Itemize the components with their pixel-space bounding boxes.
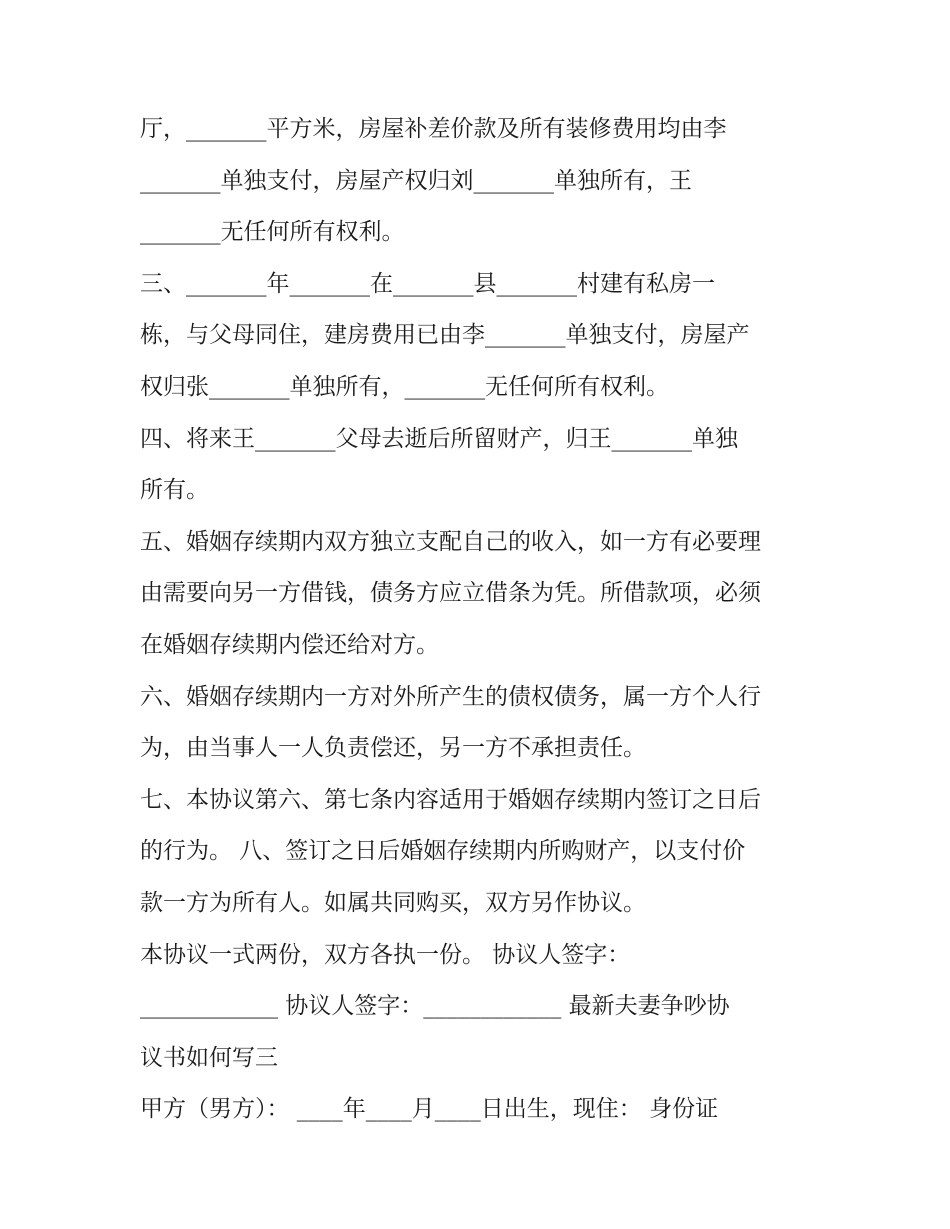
- text-line: 款一方为所有人。如属共同购买，双方另作协议。: [140, 889, 646, 916]
- text-line: ____________ 协议人签字：____________ 最新夫妻争吵协: [140, 993, 730, 1020]
- text-line: 由需要向另一方借钱，债务方应立借条为凭。所借款项，必须: [140, 580, 761, 607]
- document-body: [140, 104, 820, 1136]
- text-line: _______无任何所有权利。: [140, 219, 405, 246]
- text-line: 议书如何写三: [140, 1044, 278, 1071]
- text-line: 三、_______年_______在_______县_______村建有私房一: [140, 270, 715, 297]
- text-line: 为，由当事人一人负责偿还，另一方不承担责任。: [140, 735, 646, 762]
- text-line: 的行为。 八、签订之日后婚姻存续期内所购财产，以支付价: [140, 838, 746, 865]
- text-line: 六、婚姻存续期内一方对外所产生的债权债务，属一方个人行: [140, 683, 761, 710]
- text-line: 厅，_______平方米，房屋补差价款及所有装修费用均由李: [140, 116, 727, 142]
- text-line: 权归张_______单独所有，_______无任何所有权利。: [140, 373, 669, 400]
- text-line: _______单独支付，房屋产权归刘_______单独所有，王: [140, 167, 692, 194]
- text-line: 在婚姻存续期内偿还给对方。: [140, 631, 439, 658]
- text-line: 栋，与父母同住，建房费用已由李_______单独支付，房屋产: [140, 322, 750, 349]
- text-line: 所有。: [140, 477, 209, 504]
- text-line: 本协议一式两份，双方各执一份。 协议人签字：: [140, 941, 631, 968]
- text-line: 四、将来王_______父母去逝后所留财产，归王_______单独: [140, 425, 738, 452]
- text-line: 甲方（男方）： ____年____月____日出生，现住： 身份证: [140, 1096, 719, 1123]
- text-line: 七、本协议第六、第七条内容适用于婚姻存续期内签订之日后: [140, 786, 761, 813]
- text-line: 五、婚姻存续期内双方独立支配自己的收入，如一方有必要理: [140, 528, 761, 555]
